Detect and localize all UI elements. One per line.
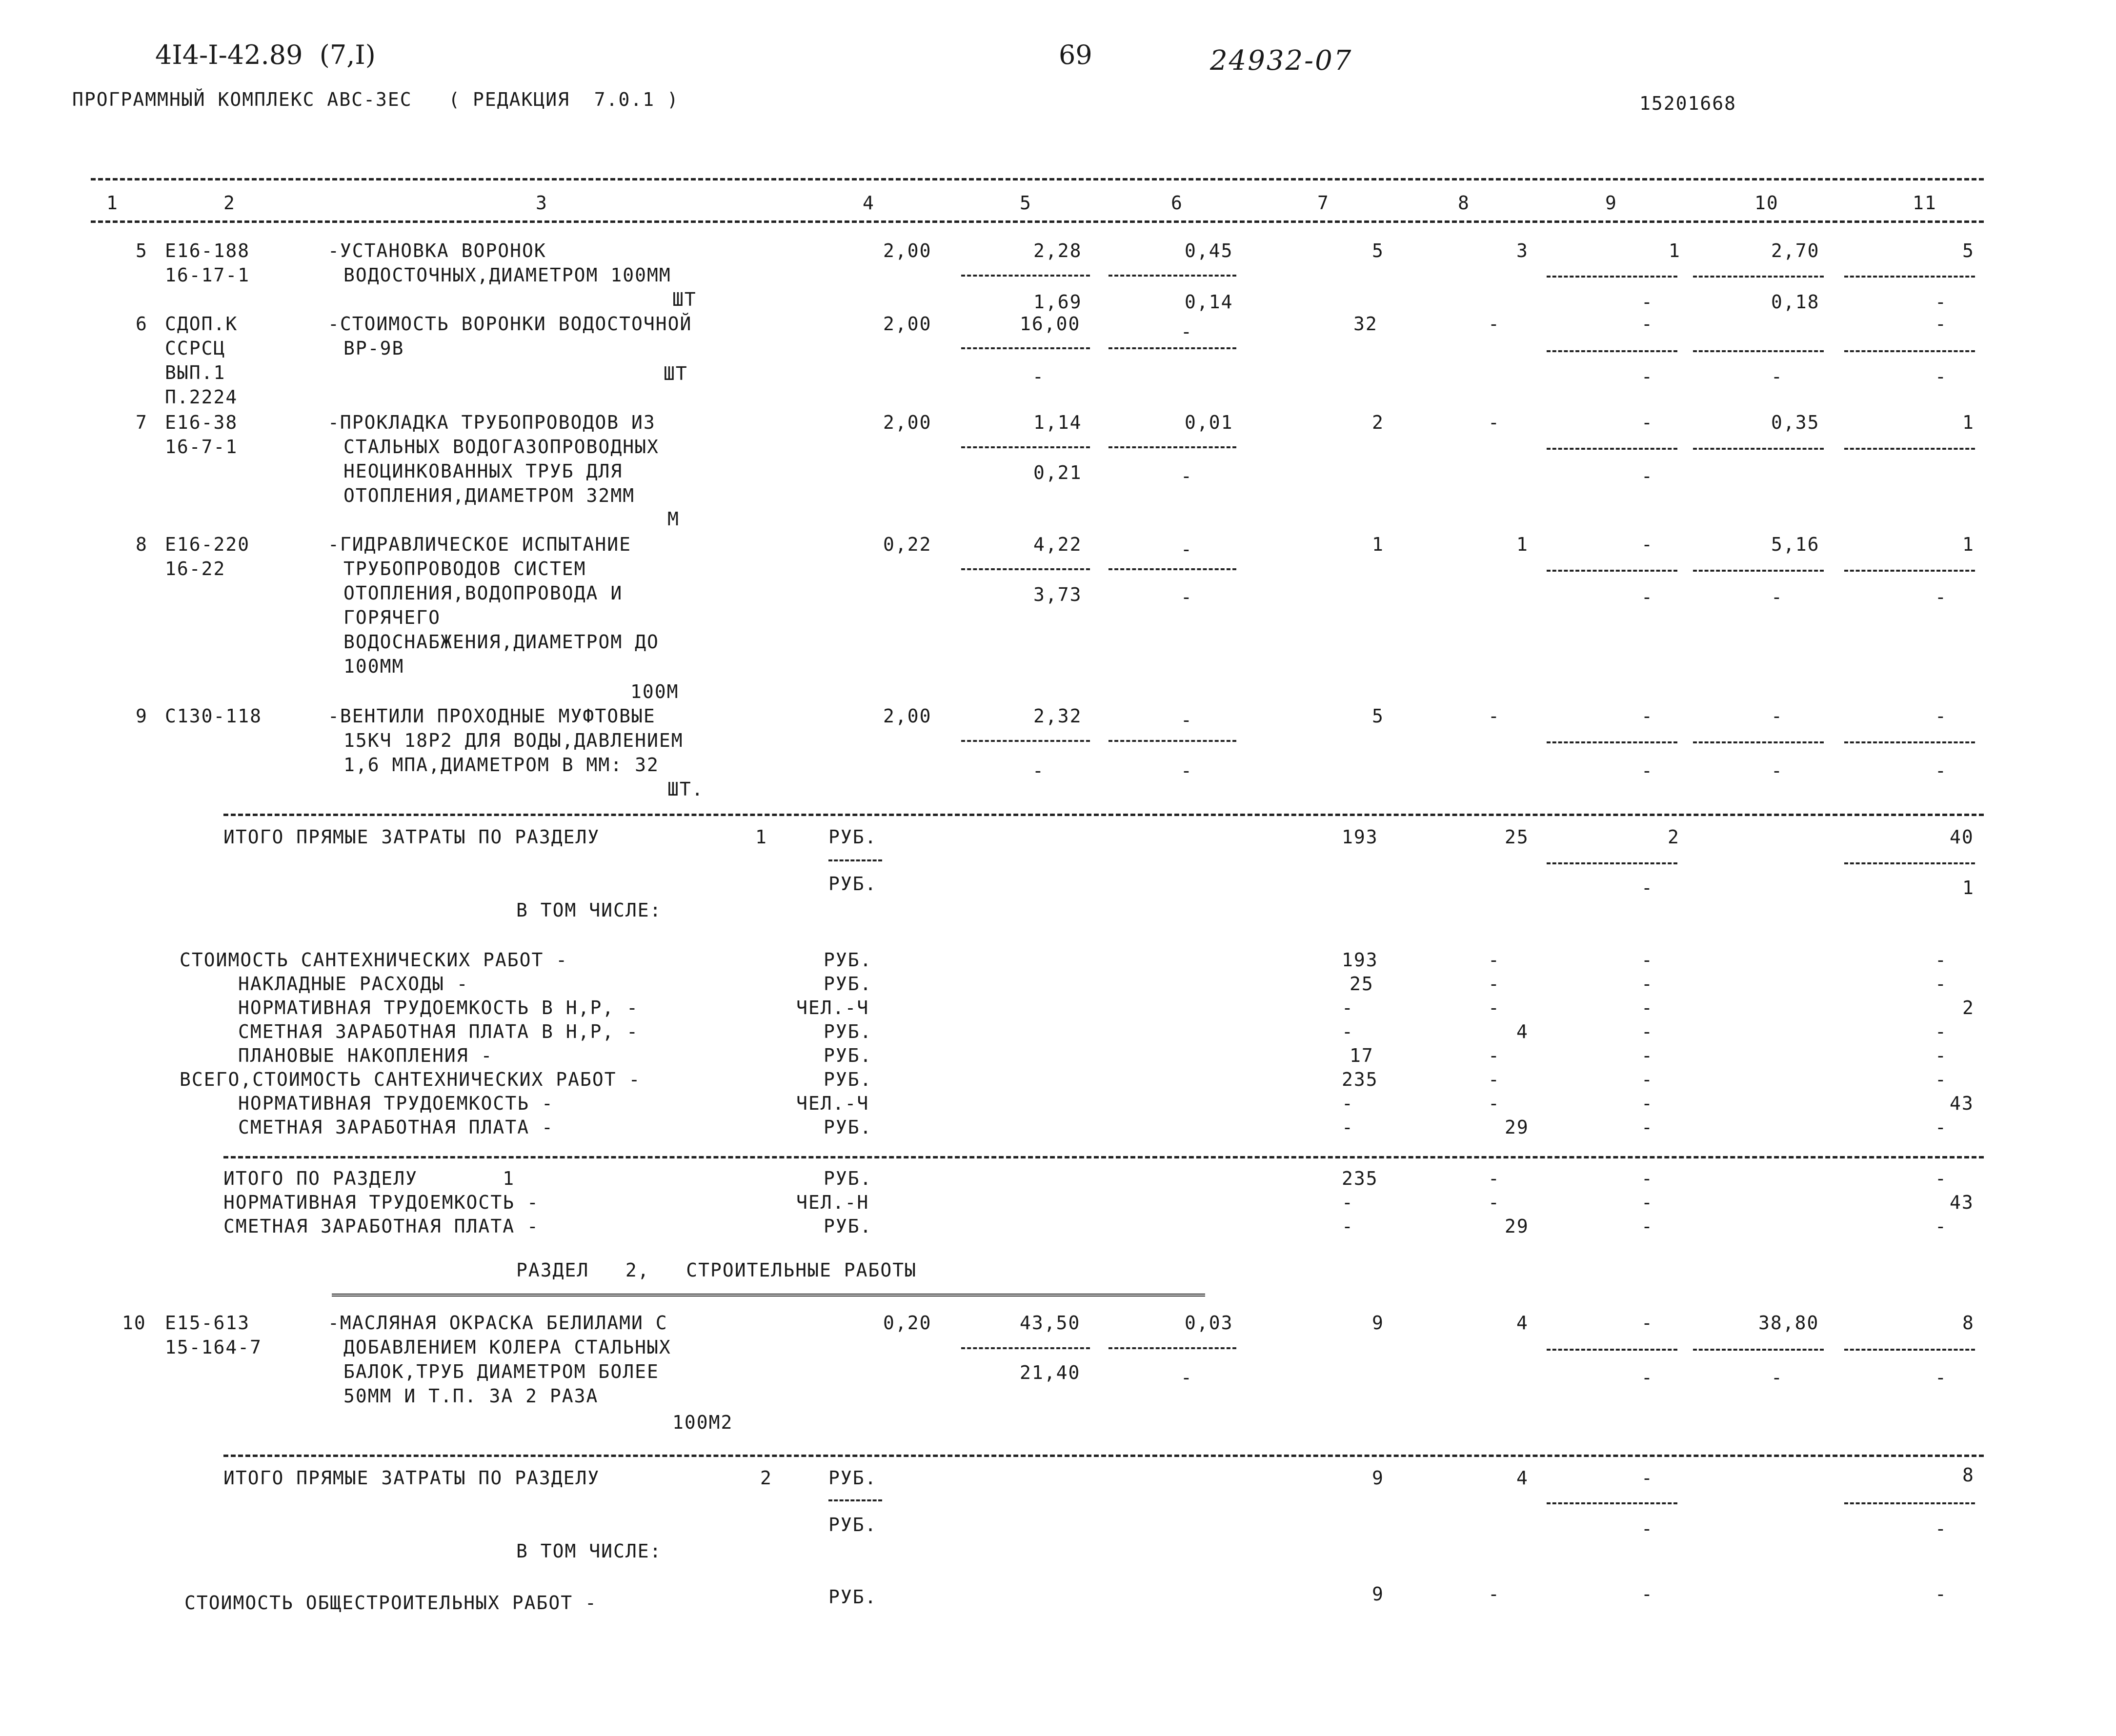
row-number: 6 [136,313,148,335]
row-code: СДОП.К [165,313,238,335]
unit: РУБ. [824,1045,872,1066]
row-quantity: 2,00 [883,240,932,261]
cell-col9: - [1641,1367,1653,1388]
cell-col9: - [1641,1192,1653,1213]
column-header: 3 [536,192,548,214]
cell-col11: - [1935,1021,1947,1042]
document-code: 4I4-I-42.89 (7,I) [155,40,376,70]
cell-col11: - [1935,291,1947,313]
row-unit: ШТ. [667,778,704,800]
cell-col11: - [1935,1117,1947,1138]
cell-col7: - [1342,1117,1354,1138]
unit: РУБ. [828,1467,877,1489]
cell-col11: - [1935,313,1947,335]
breakdown-label: ВСЕГО,СТОИМОСТЬ САНТЕХНИЧЕСКИХ РАБОТ - [180,1069,641,1090]
unit: ЧЕЛ.-Ч [796,1093,869,1114]
cell-col5: 43,50 [1020,1312,1081,1334]
row-number: 5 [136,240,148,261]
cell-col11: 2 [1962,997,1975,1018]
column-header: 1 [106,192,119,214]
row-code: E15-613 [165,1312,250,1334]
column-header: 5 [1020,192,1032,214]
cell-col5: 4,22 [1033,534,1082,555]
cell-col6: 0,45 [1185,240,1233,261]
cell-col9: - [1641,412,1653,433]
cell-col9: - [1641,1168,1653,1189]
cell-col7: 5 [1372,240,1384,261]
cell-col8: - [1488,997,1500,1018]
cell-col8: 3 [1516,240,1529,261]
row-code: E16-220 [165,534,250,555]
cell-col8: - [1488,705,1500,727]
breakdown-label: ПЛАНОВЫЕ НАКОПЛЕНИЯ - [238,1045,493,1066]
cell-col8: - [1488,412,1500,433]
section-number: 2 [760,1467,772,1489]
row-quantity: 2,00 [883,705,932,727]
cell-col6: - [1181,465,1193,487]
cell-col9: - [1641,1093,1653,1114]
cell-col8: - [1488,1168,1500,1189]
row-code: ВЫП.1 [165,362,226,383]
title-underline [332,1294,1205,1297]
cell-col9: - [1641,997,1653,1018]
unit: РУБ. [824,1168,872,1189]
cell-col9: - [1641,313,1653,335]
cell-col7: 17 [1350,1045,1374,1066]
row-number: 10 [122,1312,146,1334]
cell-col8: 29 [1505,1117,1529,1138]
cell-col10: 0,35 [1771,412,1820,433]
cell-col10: 0,18 [1771,291,1820,313]
cell-col9: - [1641,1216,1653,1237]
row-description: ГОРЯЧЕГО [343,607,441,628]
cell-col7: - [1342,997,1354,1018]
row-description: 1,6 МПА,ДИАМЕТРОМ В ММ: 32 [343,754,659,776]
cell-col10: 2,70 [1771,240,1820,261]
cell-col11: - [1935,973,1947,995]
row-unit: ШТ [664,363,688,384]
summary-label: СМЕТНАЯ ЗАРАБОТНАЯ ПЛАТА - [223,1216,539,1237]
unit: РУБ. [828,873,877,895]
cell-col7: 235 [1342,1069,1378,1090]
cell-col5: 2,32 [1033,705,1082,727]
row-description: -ВЕНТИЛИ ПРОХОДНЫЕ МУФТОВЫЕ [328,705,656,727]
row-description: ВР-9В [343,338,404,359]
unit: РУБ. [824,973,872,995]
row-description: ОТОПЛЕНИЯ,ВОДОПРОВОДА И [343,582,623,604]
section-number: 1 [755,826,767,848]
cell-col11: 5 [1962,240,1975,261]
cell-col7: - [1342,1093,1354,1114]
row-code: 16-7-1 [165,436,238,458]
cell-col5: 3,73 [1033,584,1082,605]
cell-col11: - [1935,760,1947,781]
cell-col11: - [1935,1583,1947,1605]
cell-col10: - [1771,760,1783,781]
cell-col5: 21,40 [1020,1362,1081,1383]
cell-col7: - [1342,1216,1354,1237]
total-label: ИТОГО ПРЯМЫЕ ЗАТРАТЫ ПО РАЗДЕЛУ [223,1467,600,1489]
summary-label: НОРМАТИВНАЯ ТРУДОЕМКОСТЬ - [223,1192,539,1213]
row-description: 100ММ [343,656,404,677]
row-description: ДОБАВЛЕНИЕМ КОЛЕРА СТАЛЬНЫХ [343,1337,671,1358]
cell-col11: - [1935,1045,1947,1066]
cell-col11: - [1935,1168,1947,1189]
cell-col7: 32 [1353,313,1378,335]
cell-col11: - [1935,366,1947,387]
column-header: 11 [1913,192,1937,214]
total-label: ИТОГО ПРЯМЫЕ ЗАТРАТЫ ПО РАЗДЕЛУ [223,826,600,848]
cell-col5: - [1032,366,1045,387]
cell-col9: - [1641,586,1653,608]
cell-col5: 0,21 [1033,462,1082,483]
cell-col11: - [1935,1367,1947,1388]
cell-col5: 1,69 [1033,291,1082,313]
row-description: -УСТАНОВКА ВОРОНОК [328,240,546,261]
unit: РУБ. [828,1586,877,1608]
row-description: -СТОИМОСТЬ ВОРОНКИ ВОДОСТОЧНОЙ [328,313,692,335]
cell-col8: - [1488,1045,1500,1066]
cell-col7: 9 [1372,1583,1384,1605]
row-quantity: 2,00 [883,412,932,433]
cell-col11: 43 [1950,1093,1974,1114]
cell-col9: - [1641,534,1653,555]
row-unit: 100М2 [672,1412,733,1433]
row-description: НЕОЦИНКОВАННЫХ ТРУБ ДЛЯ [343,460,623,482]
breakdown-label: НОРМАТИВНАЯ ТРУДОЕМКОСТЬ - [238,1093,554,1114]
row-code: E16-38 [165,412,238,433]
cell-col5: - [1032,760,1045,781]
cell-col7: 2 [1372,412,1384,433]
cell-col6: - [1181,760,1193,781]
cell-col9: - [1641,760,1653,781]
unit: РУБ. [828,826,877,848]
cell-col11: 43 [1950,1192,1974,1213]
cell-col7: 5 [1372,705,1384,727]
unit: РУБ. [824,1069,872,1090]
cell-col8: 4 [1516,1312,1529,1334]
cell-col6: - [1181,586,1193,608]
cell-col9: - [1641,1069,1653,1090]
cell-col10: 5,16 [1771,534,1820,555]
cell-col8: - [1488,1583,1500,1605]
handwritten-number: 24932-07 [1210,45,1353,77]
row-description: 15КЧ 18Р2 ДЛЯ ВОДЫ,ДАВЛЕНИЕМ [343,730,684,751]
cell-col7: 193 [1342,949,1378,971]
cell-col9: - [1641,1467,1653,1489]
row-description: -МАСЛЯНАЯ ОКРАСКА БЕЛИЛАМИ С [328,1312,668,1334]
cell-col8: - [1488,1069,1500,1090]
cell-col7: 1 [1372,534,1384,555]
cell-col9: - [1641,1021,1653,1042]
row-quantity: 0,20 [883,1312,932,1334]
row-description: ОТОПЛЕНИЯ,ДИАМЕТРОМ 32ММ [343,485,635,506]
cell-col9: - [1641,1583,1653,1605]
cell-col11: 8 [1962,1312,1975,1334]
sheet-id: 15201668 [1639,93,1737,114]
column-header: 8 [1458,192,1470,214]
cell-col7: 9 [1372,1467,1384,1489]
row-description: ТРУБОПРОВОДОВ СИСТЕМ [343,558,586,579]
cell-col8: 25 [1505,826,1529,848]
program-title: ПРОГРАММНЫЙ КОМПЛЕКС АВС-3ЕС ( РЕДАКЦИЯ 7.0.1 ) [72,89,679,110]
cell-col8: 1 [1516,534,1529,555]
unit: РУБ. [824,949,872,971]
cell-col7: - [1342,1192,1354,1213]
cell-col11: - [1935,1069,1947,1090]
breakdown-label: НОРМАТИВНАЯ ТРУДОЕМКОСТЬ В Н,Р, - [238,997,639,1018]
unit: РУБ. [824,1216,872,1237]
summary-label: ИТОГО ПО РАЗДЕЛУ 1 [223,1168,515,1189]
unit: РУБ. [824,1021,872,1042]
row-description: -ГИДРАВЛИЧЕСКОЕ ИСПЫТАНИЕ [328,534,631,555]
cell-col7: 9 [1372,1312,1384,1334]
row-code: ССРСЦ [165,338,226,359]
row-code: 15-164-7 [165,1337,262,1358]
separator-line [91,178,1984,180]
cell-col10: - [1771,705,1783,727]
row-code: 16-17-1 [165,264,250,286]
cell-col11: - [1935,1216,1947,1237]
cell-col9: - [1641,1117,1653,1138]
cell-col11: 40 [1950,826,1974,848]
cell-col6: 0,01 [1185,412,1233,433]
cell-col9: - [1641,949,1653,971]
row-description: ВОДОСТОЧНЫХ,ДИАМЕТРОМ 100ММ [343,264,671,286]
cell-col8: - [1488,973,1500,995]
cell-col9: 2 [1668,826,1680,848]
cell-col9: - [1641,465,1653,487]
page-number: 69 [1059,40,1092,70]
row-number: 9 [136,705,148,727]
final-label: СТОИМОСТЬ ОБЩЕСТРОИТЕЛЬНЫХ РАБОТ - [184,1592,597,1614]
column-header: 10 [1754,192,1779,214]
cell-col11: 1 [1962,412,1975,433]
breakdown-label: СТОИМОСТЬ САНТЕХНИЧЕСКИХ РАБОТ - [180,949,568,971]
cell-col11: - [1935,949,1947,971]
cell-col7: - [1342,1021,1354,1042]
column-header: 2 [223,192,236,214]
breakdown-label: СМЕТНАЯ ЗАРАБОТНАЯ ПЛАТА - [238,1117,554,1138]
cell-col11: - [1935,586,1947,608]
cell-col9: - [1641,291,1653,313]
cell-col8: 4 [1516,1467,1529,1489]
breakdown-label: НАКЛАДНЫЕ РАСХОДЫ - [238,973,469,995]
cell-col11: - [1935,705,1947,727]
cell-col8: - [1488,949,1500,971]
cell-col9: - [1641,705,1653,727]
row-description: БАЛОК,ТРУБ ДИАМЕТРОМ БОЛЕЕ [343,1361,659,1382]
column-header: 4 [863,192,875,214]
cell-col6: - [1181,1367,1193,1388]
cell-col11: 8 [1962,1464,1975,1486]
row-unit: ШТ [672,289,697,310]
cell-col5: 16,00 [1020,313,1081,335]
row-unit: М [667,508,680,530]
cell-col11: 1 [1962,534,1975,555]
breakdown-label: СМЕТНАЯ ЗАРАБОТНАЯ ПЛАТА В Н,Р, - [238,1021,639,1042]
cell-col8: - [1488,1093,1500,1114]
row-number: 7 [136,412,148,433]
cell-col9: - [1641,877,1653,898]
row-code: C130-118 [165,705,262,727]
cell-col10: - [1771,1367,1783,1388]
cell-col6: 0,03 [1185,1312,1233,1334]
cell-col9: 1 [1669,240,1681,261]
cell-col10: - [1771,366,1783,387]
cell-col9: - [1641,1312,1653,1334]
cell-col7: 193 [1342,826,1378,848]
cell-col10: - [1771,586,1783,608]
cell-col9: - [1641,973,1653,995]
column-header: 9 [1605,192,1617,214]
cell-col7: 235 [1342,1168,1378,1189]
cell-col6: - [1181,321,1193,342]
including-heading: В ТОМ ЧИСЛЕ: [516,899,662,921]
row-description: ВОДОСНАБЖЕНИЯ,ДИАМЕТРОМ ДО [343,631,659,653]
row-unit: 100М [630,681,679,702]
including-heading: В ТОМ ЧИСЛЕ: [516,1540,662,1562]
row-code: П.2224 [165,386,238,408]
cell-col5: 2,28 [1033,240,1082,261]
cell-col8: 29 [1505,1216,1529,1237]
cell-col8: 4 [1516,1021,1529,1042]
section-title: РАЗДЕЛ 2, СТРОИТЕЛЬНЫЕ РАБОТЫ [516,1259,917,1281]
cell-col9: - [1641,366,1653,387]
row-code: E16-188 [165,240,250,261]
cell-col9: - [1641,1045,1653,1066]
cell-col10: 38,80 [1758,1312,1819,1334]
column-header: 6 [1171,192,1183,214]
row-description: 50ММ И Т.П. ЗА 2 РАЗА [343,1385,599,1407]
cell-col11: 1 [1962,877,1975,898]
cell-col6: - [1181,709,1193,731]
column-header: 7 [1317,192,1330,214]
cell-col7: 25 [1350,973,1374,995]
cell-col11: - [1935,1518,1947,1539]
row-description: -ПРОКЛАДКА ТРУБОПРОВОДОВ ИЗ [328,412,656,433]
separator-line [223,1156,1984,1158]
row-quantity: 2,00 [883,313,932,335]
unit: ЧЕЛ.-Н [796,1192,869,1213]
row-code: 16-22 [165,558,226,579]
cell-col6: 0,14 [1185,291,1233,313]
unit: РУБ. [824,1117,872,1138]
separator-line [91,220,1984,223]
row-description: СТАЛЬНЫХ ВОДОГАЗОПРОВОДНЫХ [343,436,659,458]
separator-line [223,814,1984,816]
cell-col6: - [1181,539,1193,560]
cell-col9: - [1641,1518,1653,1539]
row-quantity: 0,22 [883,534,932,555]
unit: РУБ. [828,1514,877,1536]
cell-col8: - [1488,1192,1500,1213]
unit: ЧЕЛ.-Ч [796,997,869,1018]
cell-col8: - [1488,313,1500,335]
row-number: 8 [136,534,148,555]
separator-line [223,1455,1984,1457]
cell-col5: 1,14 [1033,412,1082,433]
